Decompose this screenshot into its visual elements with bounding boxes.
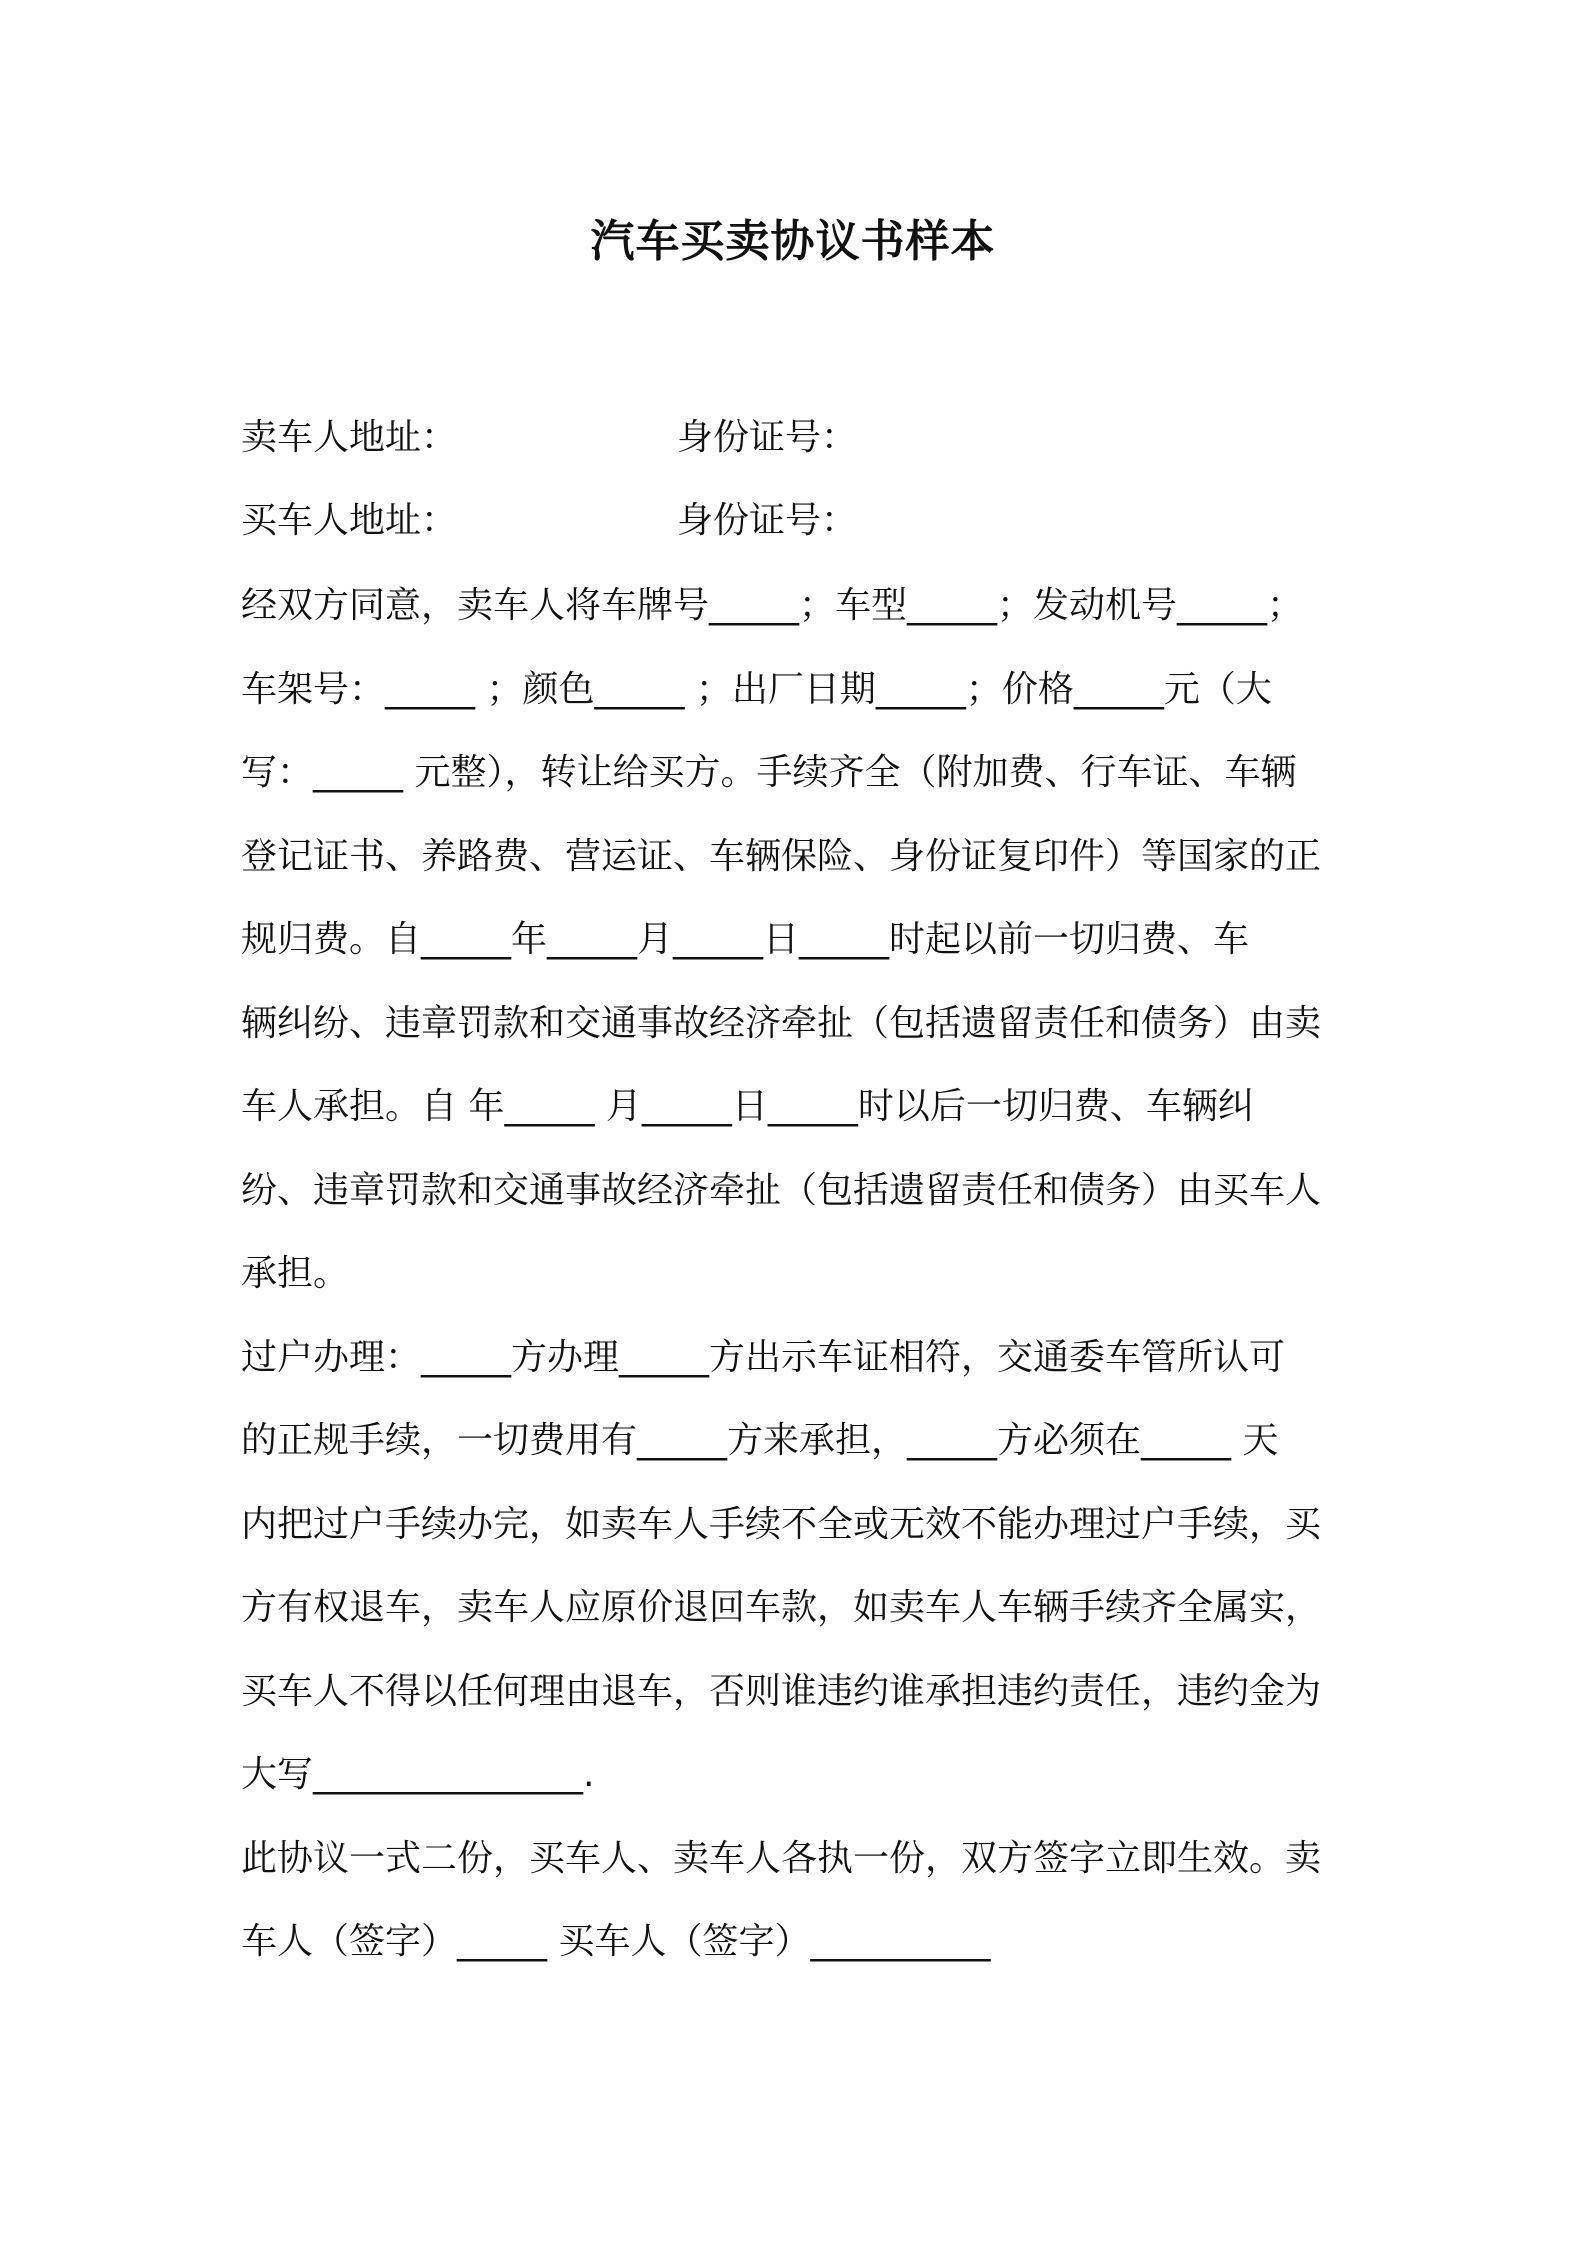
body-line: 的正规手续，一切费用有_____方来承担，_____方必须在_____ 天 xyxy=(241,1420,1279,1461)
body-line: 内把过户手续办完，如卖车人手续不全或无效不能办理过户手续，买 xyxy=(241,1503,1322,1545)
body-line: 写：_____ 元整），转让给买方。手续齐全（附加费、行车证、车辆 xyxy=(241,752,1297,793)
body-line: 辆纠纷、违章罚款和交通事故经济牵扯（包括遗留责任和债务）由卖 xyxy=(241,1002,1322,1044)
seller-info-row xyxy=(241,408,858,468)
body-line: 规归费。自_____年_____月_____日_____时起以前一切归费、车 xyxy=(241,919,1250,960)
body-line: 方有权退车，卖车人应原价退回车款，如卖车人车辆手续齐全属实， xyxy=(241,1587,1322,1628)
body-line: 买车人不得以任何理由退车，否则谁违约谁承担违约责任，违约金为 xyxy=(241,1670,1322,1712)
body-line: 纷、违章罚款和交通事故经济牵扯（包括遗留责任和债务）由买车人 xyxy=(241,1169,1322,1211)
body-line: 车人承担。自 年_____ 月_____日_____时以后一切归费、车辆纠 xyxy=(241,1086,1254,1127)
buyer-info-row xyxy=(241,491,858,551)
body-line: 承担。 xyxy=(241,1253,350,1294)
seller-address-label: 卖车人地址： xyxy=(241,417,458,458)
seller-id-label: 身份证号： xyxy=(677,417,858,458)
body-line: 经双方同意，卖车人将车牌号_____；车型_____；发动机号_____； xyxy=(241,585,1304,626)
body-line: 车架号：_____ ；颜色_____ ；出厂日期_____；价格_____元（大 xyxy=(241,668,1272,710)
body-line: 登记证书、养路费、营运证、车辆保险、身份证复印件）等国家的正 xyxy=(241,835,1322,877)
body-line: 车人（签字）_____ 买车人（签字）__________ xyxy=(241,1921,991,1962)
document-title: 汽车买卖协议书样本 xyxy=(590,216,996,267)
agreement-body xyxy=(241,564,1371,1984)
body-line: 大写_______________. xyxy=(241,1754,595,1795)
body-line: 此协议一式二份，买车人、卖车人各执一份，双方签字立即生效。卖 xyxy=(241,1837,1322,1879)
buyer-address-label: 买车人地址： xyxy=(241,500,458,541)
buyer-id-label: 身份证号： xyxy=(677,500,858,541)
body-line: 过户办理：_____方办理_____方出示车证相符，交通委车管所认可 xyxy=(241,1336,1286,1378)
